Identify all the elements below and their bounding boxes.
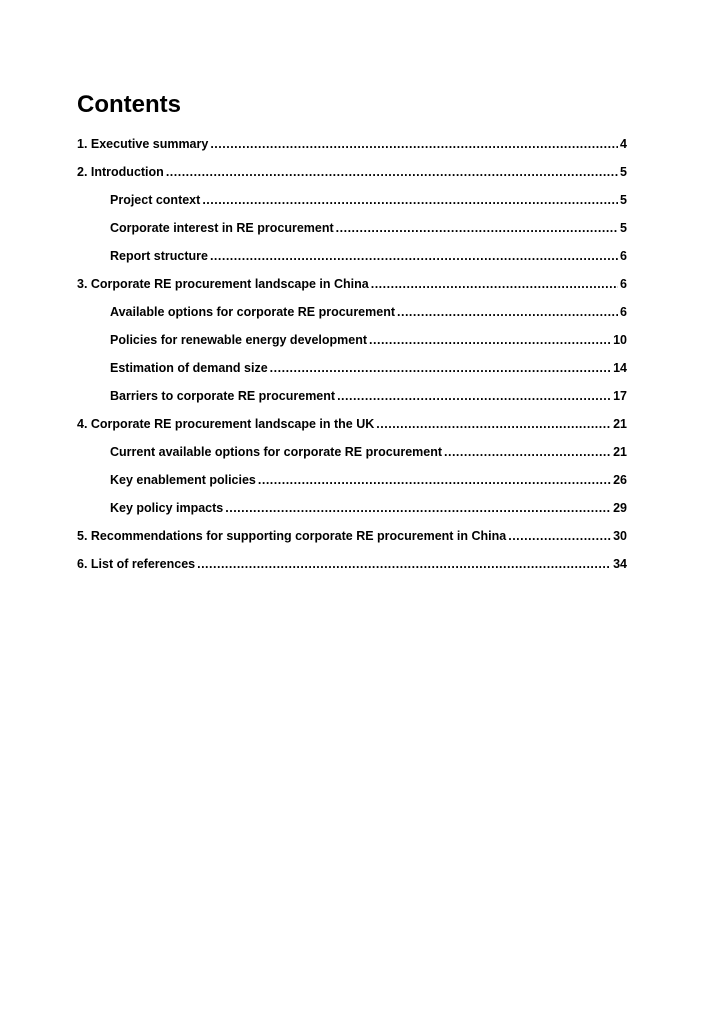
dot-leader bbox=[210, 134, 618, 154]
toc-entry-executive-summary[interactable] bbox=[77, 134, 627, 162]
toc-entry-enablement-policies[interactable] bbox=[77, 470, 627, 498]
dot-leader bbox=[258, 470, 611, 490]
toc-page-number: 21 bbox=[613, 417, 627, 431]
toc-page-number: 5 bbox=[620, 221, 627, 235]
toc-page-number: 6 bbox=[620, 249, 627, 263]
toc-page-number: 21 bbox=[613, 445, 627, 459]
toc-entry-recommendations[interactable] bbox=[77, 526, 627, 554]
toc-entry-label: Project context bbox=[110, 193, 201, 207]
dot-leader bbox=[202, 190, 618, 210]
dot-leader bbox=[336, 218, 618, 238]
toc-page-number: 14 bbox=[613, 361, 627, 375]
toc-entry-china-landscape[interactable] bbox=[77, 274, 627, 302]
dot-leader bbox=[225, 498, 611, 518]
dot-leader bbox=[197, 554, 611, 574]
toc-entry-barriers[interactable] bbox=[77, 386, 627, 414]
toc-entry-label: Key policy impacts bbox=[110, 501, 224, 515]
toc-entry-label: Estimation of demand size bbox=[110, 361, 268, 375]
dot-leader bbox=[166, 162, 618, 182]
toc-page-number: 6 bbox=[620, 277, 627, 291]
toc-entry-references[interactable] bbox=[77, 554, 627, 582]
dot-leader bbox=[371, 274, 618, 294]
toc-entry-label: 2. Introduction bbox=[77, 165, 164, 179]
page-title: Contents bbox=[77, 91, 181, 118]
toc-entry-label: Corporate interest in RE procurement bbox=[110, 221, 334, 235]
toc-entry-label: Barriers to corporate RE procurement bbox=[110, 389, 336, 403]
toc-entry-label: Current available options for corporate RE procurement bbox=[110, 445, 443, 459]
toc-entry-uk-landscape[interactable] bbox=[77, 414, 627, 442]
toc-page-number: 29 bbox=[613, 501, 627, 515]
toc-entry-label: 6. List of references bbox=[77, 557, 196, 571]
toc-entry-policy-impacts[interactable] bbox=[77, 498, 627, 526]
dot-leader bbox=[376, 414, 611, 434]
toc-entry-policies-re-development[interactable] bbox=[77, 330, 627, 358]
toc-page-number: 30 bbox=[613, 529, 627, 543]
toc-entry-project-context[interactable] bbox=[77, 190, 627, 218]
toc-entry-label: Report structure bbox=[110, 249, 208, 263]
dot-leader bbox=[210, 246, 618, 266]
toc-entry-report-structure[interactable] bbox=[77, 246, 627, 274]
table-of-contents bbox=[77, 134, 627, 582]
toc-entry-demand-size[interactable] bbox=[77, 358, 627, 386]
toc-entry-available-options[interactable] bbox=[77, 302, 627, 330]
toc-entry-corporate-interest[interactable] bbox=[77, 218, 627, 246]
toc-entry-label: Policies for renewable energy development bbox=[110, 333, 368, 347]
toc-entry-label: 4. Corporate RE procurement landscape in the UK bbox=[77, 417, 375, 431]
dot-leader bbox=[337, 386, 611, 406]
toc-page-number: 17 bbox=[613, 389, 627, 403]
dot-leader bbox=[270, 358, 611, 378]
toc-page-number: 4 bbox=[620, 137, 627, 151]
toc-page-number: 10 bbox=[613, 333, 627, 347]
toc-page-number: 5 bbox=[620, 193, 627, 207]
toc-entry-introduction[interactable] bbox=[77, 162, 627, 190]
toc-entry-current-options[interactable] bbox=[77, 442, 627, 470]
toc-entry-label: Available options for corporate RE procurement bbox=[110, 305, 396, 319]
toc-entry-label: 1. Executive summary bbox=[77, 137, 209, 151]
toc-page-number: 26 bbox=[613, 473, 627, 487]
dot-leader bbox=[369, 330, 611, 350]
toc-entry-label: 5. Recommendations for supporting corporate RE procurement in China bbox=[77, 529, 507, 543]
toc-page-number: 5 bbox=[620, 165, 627, 179]
toc-entry-label: 3. Corporate RE procurement landscape in China bbox=[77, 277, 369, 291]
dot-leader bbox=[397, 302, 618, 322]
dot-leader bbox=[508, 526, 611, 546]
toc-page-number: 6 bbox=[620, 305, 627, 319]
toc-page-number: 34 bbox=[613, 557, 627, 571]
dot-leader bbox=[444, 442, 611, 462]
toc-entry-label: Key enablement policies bbox=[110, 473, 256, 487]
